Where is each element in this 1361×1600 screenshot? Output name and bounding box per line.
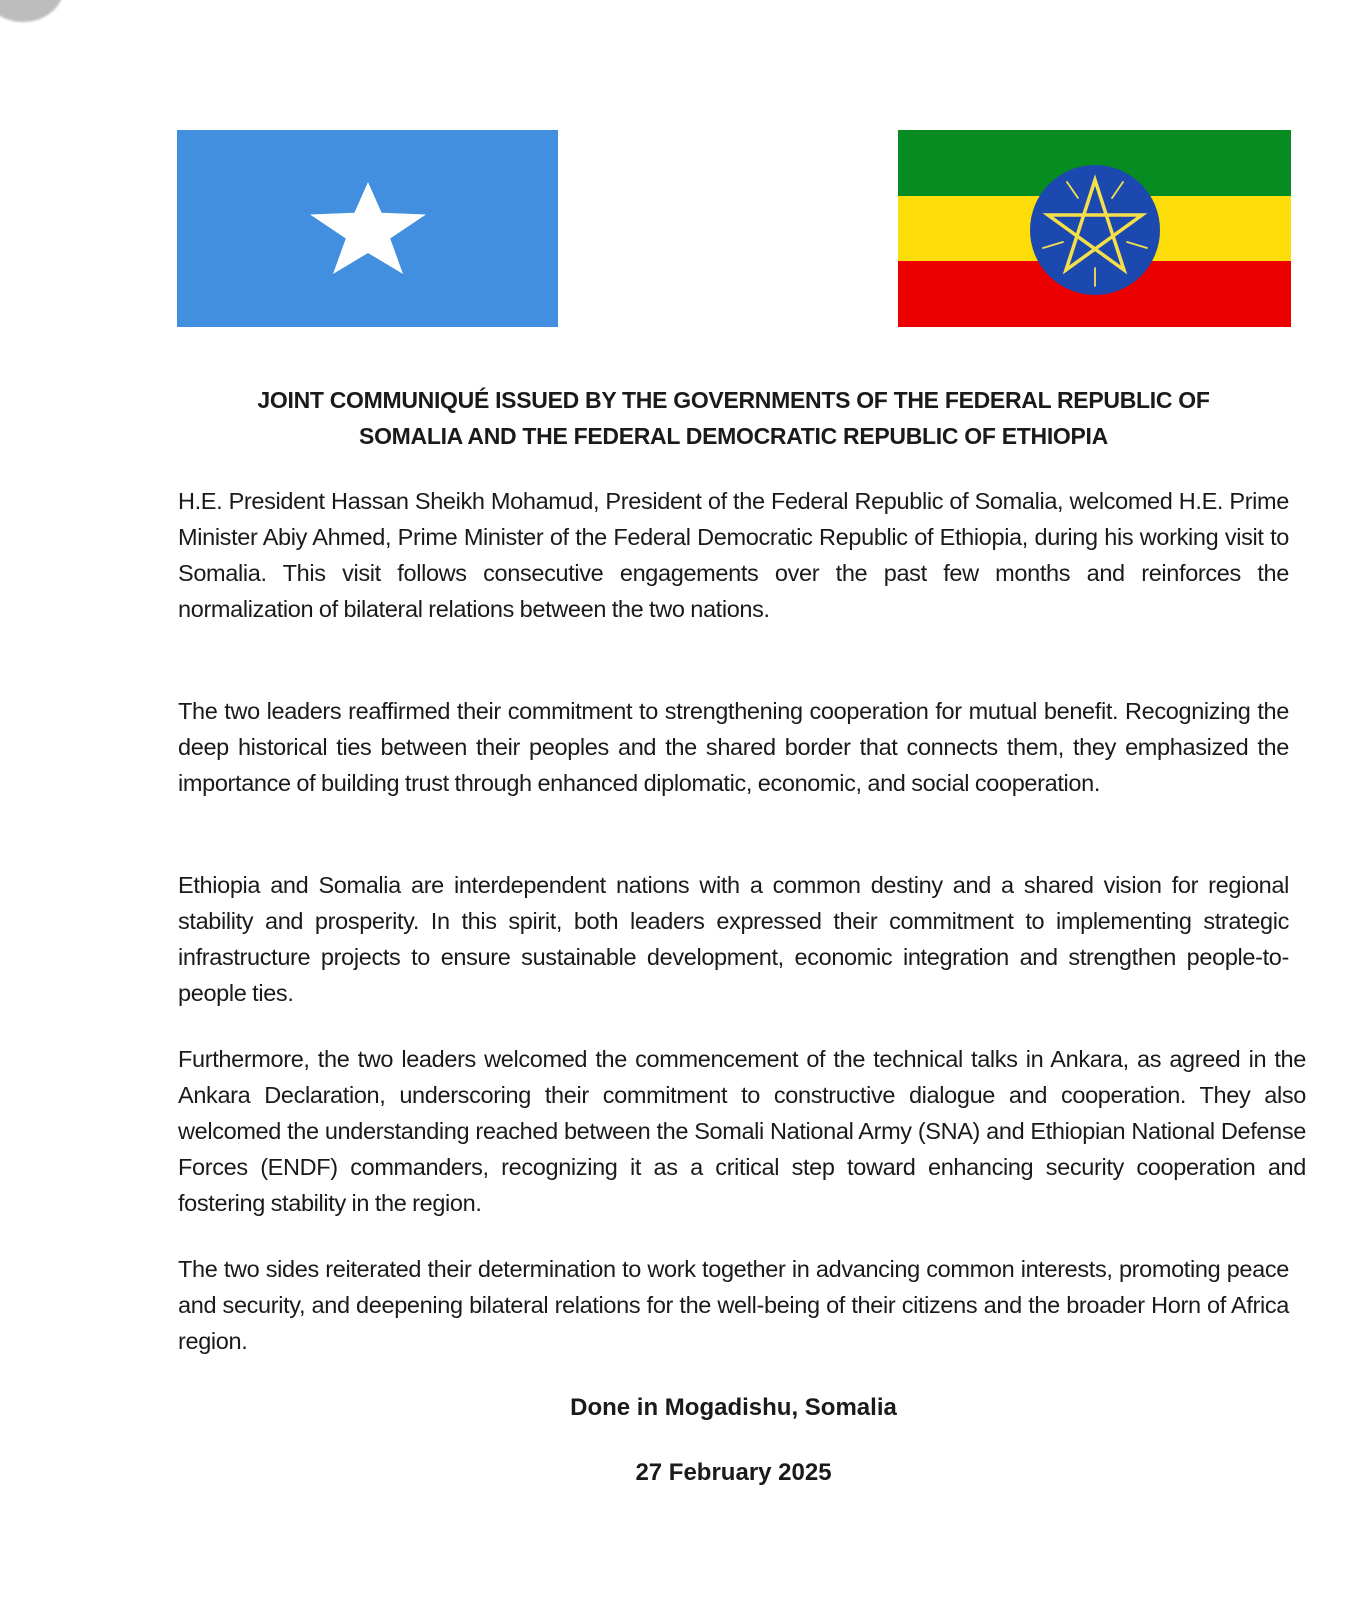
star-icon [310, 182, 426, 274]
title-line: SOMALIA AND THE FEDERAL DEMOCRATIC REPUBLIC OF ETHIOPIA [359, 423, 1108, 449]
title-line: JOINT COMMUNIQUÉ ISSUED BY THE GOVERNMENTS OF THE FEDERAL REPUBLIC OF [257, 387, 1210, 413]
signing-date: 27 February 2025 [635, 1459, 832, 1486]
paragraph: H.E. President Hassan Sheikh Mohamud, President of the Federal Republic of Somalia, welcomed H.E. Prime Minister Abiy Ahmed, Prime Minister of the Federal Democratic Republic of Ethiopia, during his working visit to Somalia. This visit follows consecutive engagements over the past few months and reinforces the normalization of bilateral relations between the two nations. [178, 488, 1289, 622]
paragraph: Furthermore, the two leaders welcomed the commencement of the technical talks in Ankara, as agreed in the Ankara Declaration, underscoring their commitment to constructive dialogue and cooperation. They also welcomed the understanding reached between the Somali National Army (SNA) and Ethiopian National Defense Forces (ENDF) commanders, recognizing it as a critical step toward enhancing security cooperation and fostering stability in the region. [178, 1046, 1306, 1216]
signing-place: Done in Mogadishu, Somalia [570, 1394, 897, 1421]
emblem-pentagram-icon [1029, 164, 1161, 296]
paragraph: Ethiopia and Somalia are interdependent nations with a common destiny and a shared vision for regional stability and prosperity. In this spirit, both leaders expressed their commitment to implementing strategic infrastructure projects to ensure sustainable development, economic integration and strengthen people-to-people ties. [178, 872, 1289, 1006]
paragraph: The two sides reiterated their determination to work together in advancing common interests, promoting peace and security, and deepening bilateral relations for the well-being of their citizens and the broader Horn of Africa region. [178, 1256, 1289, 1354]
ethiopia-flag [898, 130, 1291, 327]
document-title [178, 382, 1289, 454]
corner-overlay-button[interactable] [0, 0, 64, 22]
paragraph: The two leaders reaffirmed their commitment to strengthening cooperation for mutual benefit. Recognizing the deep historical ties between their peoples and the shared border that connects them, they emphasized the importance of building trust through enhanced diplomatic, economic, and social cooperation. [178, 698, 1289, 796]
somalia-flag [177, 130, 558, 327]
